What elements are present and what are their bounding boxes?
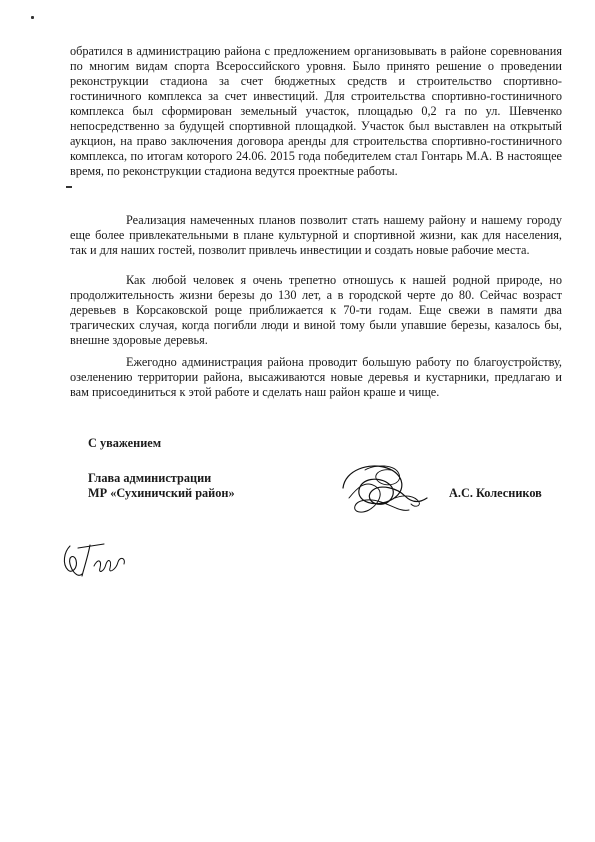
scan-speck <box>31 16 34 19</box>
head-signature-image <box>335 458 435 522</box>
signer-title-line1: Глава администрации <box>88 471 212 485</box>
paragraph-stadium-reconstruction: обратился в администрацию района с предложением организовывать в районе соревнования по многим видам спорта Всероссийского уровня. Было принято решение о проведении реконструкции стадиона за счет бюджетных средств и строительство спортивно-гостиничного комплекса за счет инвестиций. Для строительства спортивно-гостиничного комплекса был сформирован земельный участок, площадью 0,2 га по ул. Шевченко непосредственно за будущей спортивной площадкой. Участок был выставлен на открытый аукцион, на право заключения договора аренды для строительства спортивно-гостиничного комплекса, по итогам которого 24.06. 2015 года победителем стал Гонтарь М.А. В настоящее время, по реконструкции стадиона ведутся проектные работы. <box>70 44 562 178</box>
paragraph-birch-trees: Как любой человек я очень трепетно отношусь к нашей родной природе, но продолжительность жизни березы до 130 лет, а в городской черте до 80. Сейчас возраст деревьев в Корсаковской роще приближается к 70-ти годам. Еще свежи в памяти два трагических случая, когда погибли люди и виной тому были упавшие березы, казалось бы, внешне здоровые деревья. <box>70 273 562 347</box>
paragraph-plans: Реализация намеченных планов позволит стать нашему району и нашему городу еще более привлекательными в плане культурной и спортивной жизни, как для населения, так и для наших гостей, позволит привлечь инвестиции и создать новые рабочие места. <box>70 213 562 257</box>
signer-title-line2: МР «Сухиничский район» <box>88 486 235 500</box>
signer-name: А.С. Колесников <box>449 486 542 500</box>
margin-mark <box>66 186 72 188</box>
executor-signature-image <box>60 538 130 580</box>
closing-regards: С уважением <box>88 436 162 450</box>
paragraph-landscaping: Ежегодно администрация района проводит большую работу по благоустройству, озеленению территории района, высаживаются новые деревья и кустарники, предлагаю и вам присоединиться к этой работе и сделать наш район краше и чище. <box>70 355 562 399</box>
